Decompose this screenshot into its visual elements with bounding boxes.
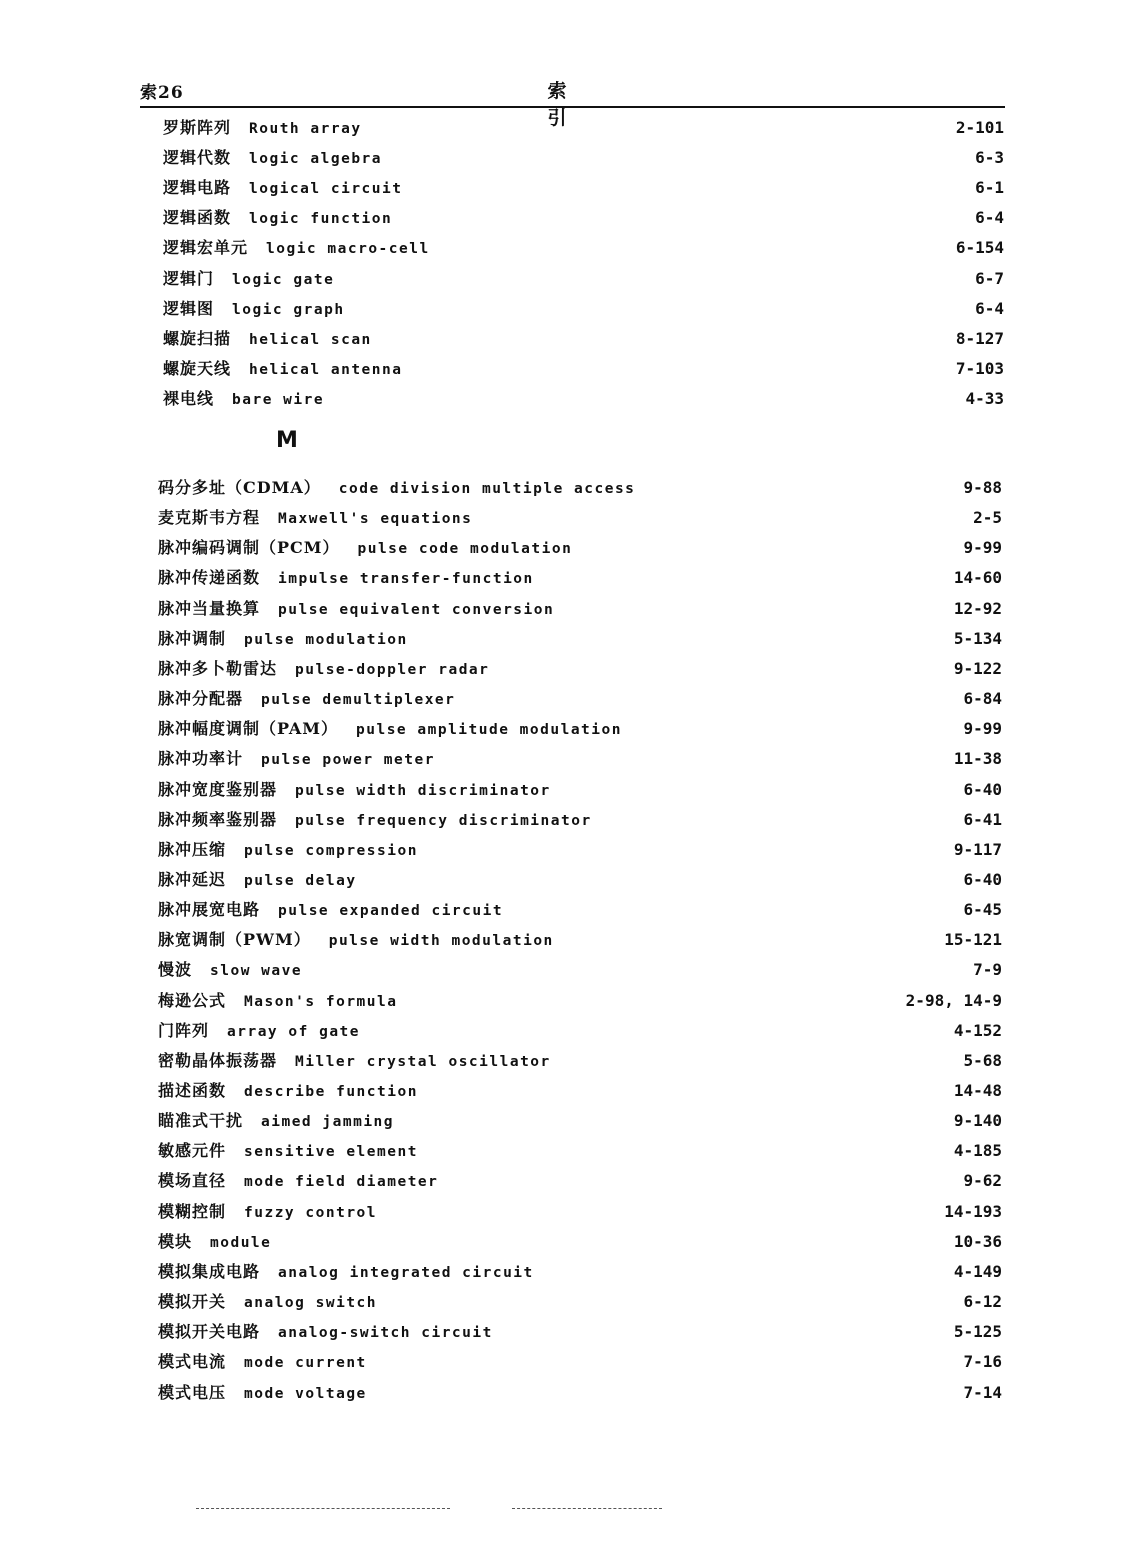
- entry-term-chinese: 模拟开关电路: [158, 1322, 261, 1342]
- footer-rule-right: [512, 1508, 662, 1509]
- entry-term-chinese: 模拟开关: [158, 1292, 227, 1312]
- entry-page-reference: 9-62: [963, 1171, 1002, 1191]
- entry-page-reference: 4-185: [953, 1141, 1002, 1161]
- index-entry: [158, 1136, 1002, 1166]
- index-entry: [158, 473, 1002, 503]
- entry-term-chinese: 模块: [158, 1231, 193, 1251]
- entry-term-english: helical antenna: [249, 361, 403, 378]
- entry-term-chinese: 螺旋天线: [163, 358, 232, 378]
- entry-term-english: pulse width discriminator: [295, 782, 551, 799]
- entry-term-chinese: 敏感元件: [158, 1141, 227, 1161]
- entry-page-reference: 14-60: [953, 568, 1002, 588]
- index-entry: [158, 775, 1002, 805]
- entry-term-chinese: 脉冲频率鉴别器: [158, 809, 278, 829]
- entry-term-chinese: 门阵列: [158, 1020, 210, 1040]
- entry-term-english: pulse compression: [244, 842, 418, 859]
- entry-page-reference: 9-88: [963, 478, 1002, 497]
- entry-term-chinese: 逻辑代数: [163, 148, 232, 168]
- entry-term-english: Miller crystal oscillator: [295, 1053, 551, 1070]
- index-entry: [158, 895, 1002, 925]
- entry-page-reference: 5-134: [953, 628, 1002, 648]
- entry-term-english: pulse delay: [244, 872, 357, 889]
- entry-term-english: mode voltage: [244, 1385, 367, 1402]
- entry-page-reference: 14-48: [953, 1081, 1002, 1100]
- index-entry: [163, 173, 1004, 203]
- entry-term-english: pulse frequency discriminator: [295, 812, 592, 829]
- entry-page-reference: 9-99: [963, 538, 1002, 558]
- entry-page-reference: 7-9: [973, 960, 1002, 980]
- index-entry: [158, 1016, 1002, 1046]
- entry-term-english: aimed jamming: [261, 1114, 395, 1131]
- index-entry: [158, 1046, 1002, 1076]
- index-entry: [163, 113, 1004, 143]
- entry-term-english: logical circuit: [249, 181, 403, 198]
- entry-page-reference: 5-125: [953, 1322, 1002, 1342]
- entry-term-chinese: 梅逊公式: [158, 990, 227, 1010]
- index-entry: [158, 1347, 1002, 1377]
- index-entry: [163, 264, 1004, 294]
- entry-term-chinese: 脉冲多卜勒雷达: [158, 658, 278, 678]
- entry-term-chinese: 脉冲展宽电路: [158, 900, 261, 920]
- entry-term-chinese: 逻辑图: [163, 298, 215, 318]
- index-entry: [158, 503, 1002, 533]
- entry-page-reference: 2-98, 14-9: [905, 990, 1002, 1010]
- entry-term-chinese: 脉冲幅度调制（PAM）: [158, 719, 338, 739]
- entry-term-english: analog-switch circuit: [278, 1325, 493, 1342]
- entry-term-english: pulse modulation: [244, 631, 408, 648]
- entry-page-reference: 6-1: [975, 178, 1004, 198]
- index-entry: [158, 594, 1002, 624]
- index-entry: [158, 955, 1002, 985]
- entry-term-chinese: 罗斯阵列: [163, 118, 232, 137]
- entry-page-reference: 6-12: [963, 1292, 1002, 1312]
- entry-page-reference: 10-36: [953, 1231, 1002, 1251]
- entry-page-reference: 9-140: [953, 1111, 1002, 1131]
- entry-term-english: pulse equivalent conversion: [278, 601, 555, 618]
- entry-page-reference: 6-45: [963, 900, 1002, 920]
- entry-term-chinese: 脉冲压缩: [158, 839, 227, 859]
- index-entry: [158, 1257, 1002, 1287]
- entry-term-english: impulse transfer-function: [278, 571, 534, 588]
- entry-term-english: bare wire: [232, 391, 325, 408]
- entry-term-chinese: 瞄准式干扰: [158, 1111, 244, 1131]
- entry-term-english: logic function: [249, 211, 393, 228]
- entry-term-chinese: 逻辑函数: [163, 208, 232, 228]
- entry-page-reference: 7-16: [963, 1352, 1002, 1372]
- index-entry: [158, 533, 1002, 563]
- entry-term-english: module: [210, 1234, 272, 1251]
- entry-term-english: analog integrated circuit: [278, 1264, 534, 1281]
- entry-term-english: code division multiple access: [338, 481, 636, 497]
- entry-term-chinese: 脉冲编码调制（PCM）: [158, 538, 340, 558]
- entry-term-chinese: 脉冲传递函数: [158, 568, 261, 588]
- entry-page-reference: 4-152: [953, 1020, 1002, 1040]
- entry-page-reference: 6-41: [963, 809, 1002, 829]
- entry-term-english: pulse width modulation: [328, 933, 554, 950]
- entry-term-english: helical scan: [249, 331, 372, 348]
- entry-term-english: pulse amplitude modulation: [356, 722, 622, 739]
- entry-page-reference: 7-103: [955, 358, 1004, 378]
- entry-term-chinese: 模糊控制: [158, 1201, 227, 1221]
- index-entry: [163, 143, 1004, 173]
- page-number: 索26: [140, 83, 184, 103]
- index-entry: [158, 805, 1002, 835]
- index-entry: [158, 835, 1002, 865]
- entry-term-english: logic algebra: [249, 151, 383, 168]
- entry-term-english: pulse-doppler radar: [295, 661, 490, 678]
- entry-term-english: logic gate: [232, 271, 335, 288]
- index-entry: [163, 233, 1004, 263]
- index-entry: [158, 1287, 1002, 1317]
- entry-term-chinese: 逻辑电路: [163, 178, 232, 198]
- index-entry: [158, 1317, 1002, 1347]
- index-entry: [158, 684, 1002, 714]
- entry-page-reference: 6-3: [975, 148, 1004, 168]
- entry-page-reference: 5-68: [963, 1050, 1002, 1070]
- index-entry: [158, 1227, 1002, 1257]
- index-entry: [163, 384, 1004, 414]
- entry-page-reference: 2-101: [955, 118, 1004, 137]
- entry-page-reference: 6-40: [963, 779, 1002, 799]
- entry-term-english: pulse code modulation: [357, 541, 573, 558]
- entry-term-chinese: 密勒晶体振荡器: [158, 1050, 278, 1070]
- entry-page-reference: 8-127: [955, 328, 1004, 348]
- entry-term-english: sensitive element: [244, 1144, 418, 1161]
- entry-page-reference: 12-92: [953, 598, 1002, 618]
- index-entry: [158, 624, 1002, 654]
- entry-term-chinese: 脉冲宽度鉴别器: [158, 779, 278, 799]
- entry-term-english: describe function: [244, 1084, 418, 1100]
- entry-page-reference: 9-117: [953, 839, 1002, 859]
- entry-page-reference: 4-149: [953, 1261, 1002, 1281]
- entry-page-reference: 9-99: [963, 719, 1002, 739]
- section-heading-m: M: [276, 428, 298, 453]
- entry-page-reference: 6-4: [975, 208, 1004, 228]
- index-entry: [163, 294, 1004, 324]
- entry-term-chinese: 慢波: [158, 960, 193, 980]
- entry-term-chinese: 脉冲分配器: [158, 689, 244, 709]
- entry-page-reference: 14-193: [944, 1201, 1002, 1221]
- entry-term-english: Routh array: [249, 121, 362, 137]
- entry-term-chinese: 脉冲调制: [158, 628, 227, 648]
- entry-term-chinese: 逻辑宏单元: [163, 238, 249, 258]
- index-entry: [158, 1076, 1002, 1106]
- index-entry: [158, 865, 1002, 895]
- entry-term-chinese: 脉冲当量换算: [158, 598, 261, 618]
- entry-page-reference: 6-40: [963, 869, 1002, 889]
- index-entry: [158, 714, 1002, 744]
- entry-page-reference: 11-38: [953, 749, 1002, 769]
- index-entry: [158, 986, 1002, 1016]
- entry-term-chinese: 描述函数: [158, 1081, 227, 1100]
- entry-term-english: fuzzy control: [244, 1204, 378, 1221]
- page-title: 索 引: [547, 80, 593, 129]
- entry-term-chinese: 模场直径: [158, 1171, 227, 1191]
- entry-term-chinese: 模拟集成电路: [158, 1261, 261, 1281]
- entry-term-chinese: 模式电流: [158, 1352, 227, 1372]
- entry-term-english: mode current: [244, 1355, 367, 1372]
- entry-term-english: slow wave: [210, 963, 303, 980]
- entry-term-chinese: 麦克斯韦方程: [158, 508, 261, 528]
- entry-term-english: logic macro-cell: [266, 241, 430, 258]
- entry-page-reference: 7-14: [963, 1382, 1002, 1402]
- entry-term-chinese: 逻辑门: [163, 268, 215, 288]
- entry-page-reference: 9-122: [953, 658, 1002, 678]
- entry-page-reference: 15-121: [944, 930, 1002, 950]
- index-entry: [163, 354, 1004, 384]
- entry-page-reference: 4-33: [965, 388, 1004, 408]
- index-entry: [158, 1378, 1002, 1408]
- footer-rule-left: [196, 1508, 450, 1509]
- entry-page-reference: 6-84: [963, 689, 1002, 709]
- entry-term-chinese: 螺旋扫描: [163, 328, 232, 348]
- entry-term-english: Maxwell's equations: [278, 511, 473, 528]
- index-entry: [158, 654, 1002, 684]
- entry-term-chinese: 码分多址（CDMA）: [158, 478, 321, 497]
- index-entry: [158, 563, 1002, 593]
- index-entry: [158, 1197, 1002, 1227]
- entry-page-reference: 6-7: [975, 268, 1004, 288]
- entry-term-english: pulse expanded circuit: [278, 903, 504, 920]
- entry-term-english: Mason's formula: [244, 993, 398, 1010]
- entry-term-english: analog switch: [244, 1295, 378, 1312]
- index-entry: [158, 925, 1002, 955]
- index-entry: [158, 1166, 1002, 1196]
- index-entry: [158, 744, 1002, 774]
- index-entry: [158, 1106, 1002, 1136]
- entry-term-english: mode field diameter: [244, 1174, 439, 1191]
- index-entry: [163, 324, 1004, 354]
- entry-term-chinese: 模式电压: [158, 1382, 227, 1402]
- entry-term-english: pulse demultiplexer: [261, 692, 456, 709]
- entry-term-english: pulse power meter: [261, 752, 435, 769]
- index-entry: [163, 203, 1004, 233]
- entry-term-chinese: 脉冲功率计: [158, 749, 244, 769]
- entry-term-chinese: 裸电线: [163, 388, 215, 408]
- entry-term-english: logic graph: [232, 301, 345, 318]
- entry-term-chinese: 脉冲延迟: [158, 869, 227, 889]
- entry-term-chinese: 脉宽调制（PWM）: [158, 930, 311, 950]
- entry-term-english: array of gate: [227, 1023, 361, 1040]
- entry-page-reference: 6-154: [955, 238, 1004, 258]
- entry-page-reference: 2-5: [973, 508, 1002, 528]
- entry-page-reference: 6-4: [975, 298, 1004, 318]
